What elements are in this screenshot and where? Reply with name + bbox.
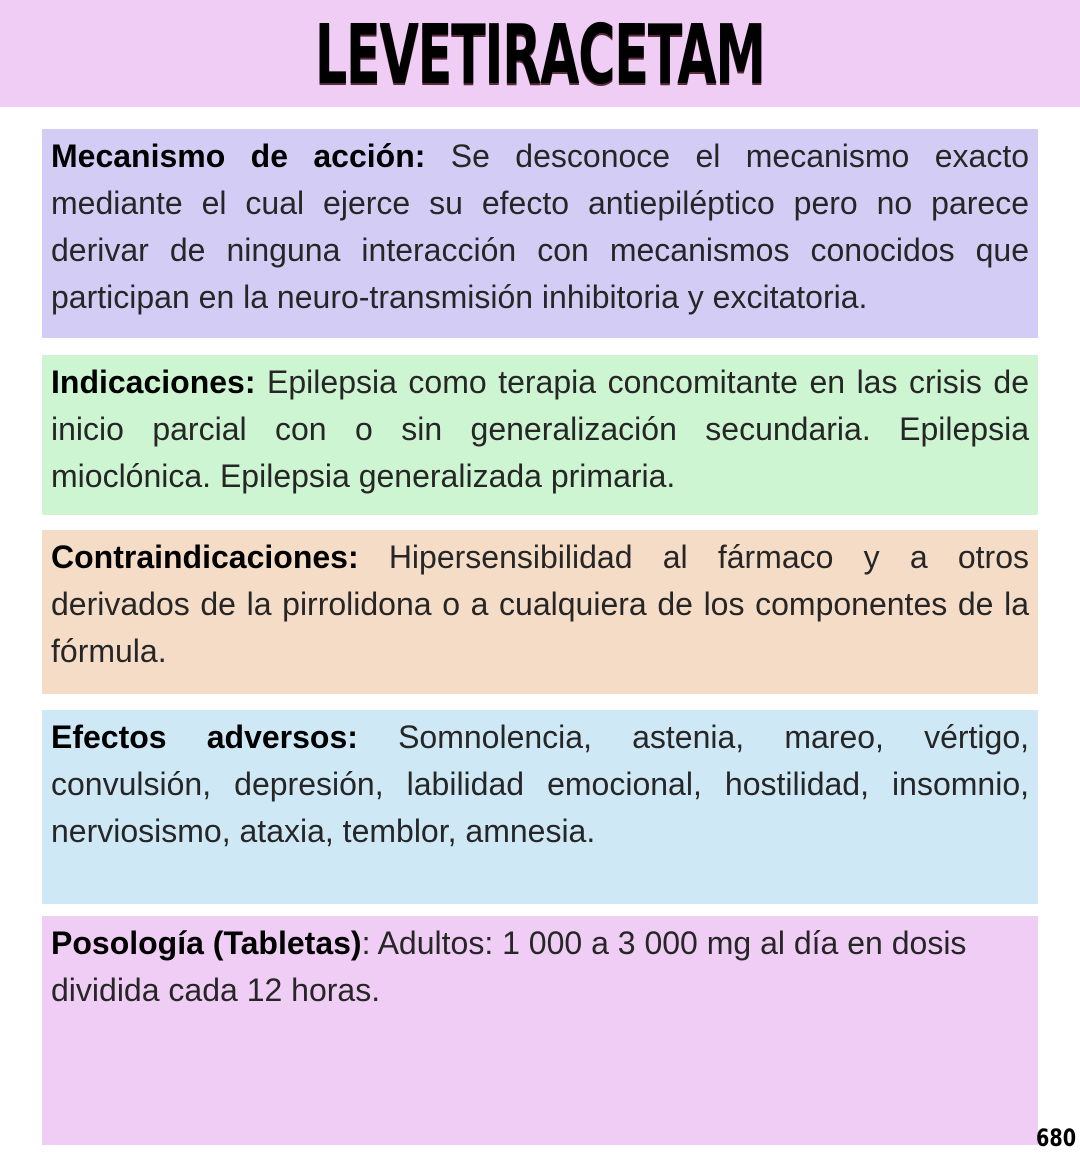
page-number: 680: [1035, 1124, 1076, 1152]
section-label: Posología (Tabletas): [51, 925, 362, 961]
section-posologia: [42, 916, 1038, 1145]
section-text: Somnolencia, astenia, mareo, vértigo, convulsión, depresión, labilidad emocional, hostilidad, insomnio, nerviosismo, ataxia, temblor, amnesia.: [51, 719, 1030, 849]
section-text: : Adultos: 1 000 a 3 000 mg al día en dosis dividida cada 12 horas.: [51, 925, 967, 1008]
section-efectos-adversos: [42, 710, 1038, 904]
section-text: Se desconoce el mecanismo exacto mediante el cual ejerce su efecto antiepiléptico pero no parece derivar de ninguna interacción con mecanismos conocidos que participan en la neuro-transmisión inhibitoria y excitatoria.: [51, 138, 1029, 315]
page-header: [0, 0, 1080, 107]
section-label: Contraindicaciones:: [51, 539, 359, 575]
section-text: Epilepsia como terapia concomitante en las crisis de inicio parcial con o sin generalización secundaria. Epilepsia mioclónica. Epilepsia generalizada primaria.: [51, 364, 1029, 494]
section-label: Indicaciones:: [51, 364, 256, 400]
section-mecanismo-de-accion: [42, 129, 1038, 338]
section-indicaciones: [42, 355, 1038, 515]
section-label: Mecanismo de acción:: [51, 138, 426, 174]
section-contraindicaciones: [42, 530, 1038, 694]
drug-title: LEVETIRACETAM: [315, 7, 765, 103]
section-label: Efectos adversos:: [51, 719, 358, 755]
section-text: Hipersensibilidad al fármaco y a otros derivados de la pirrolidona o a cualquiera de los componentes de la fórmula.: [51, 539, 1029, 669]
